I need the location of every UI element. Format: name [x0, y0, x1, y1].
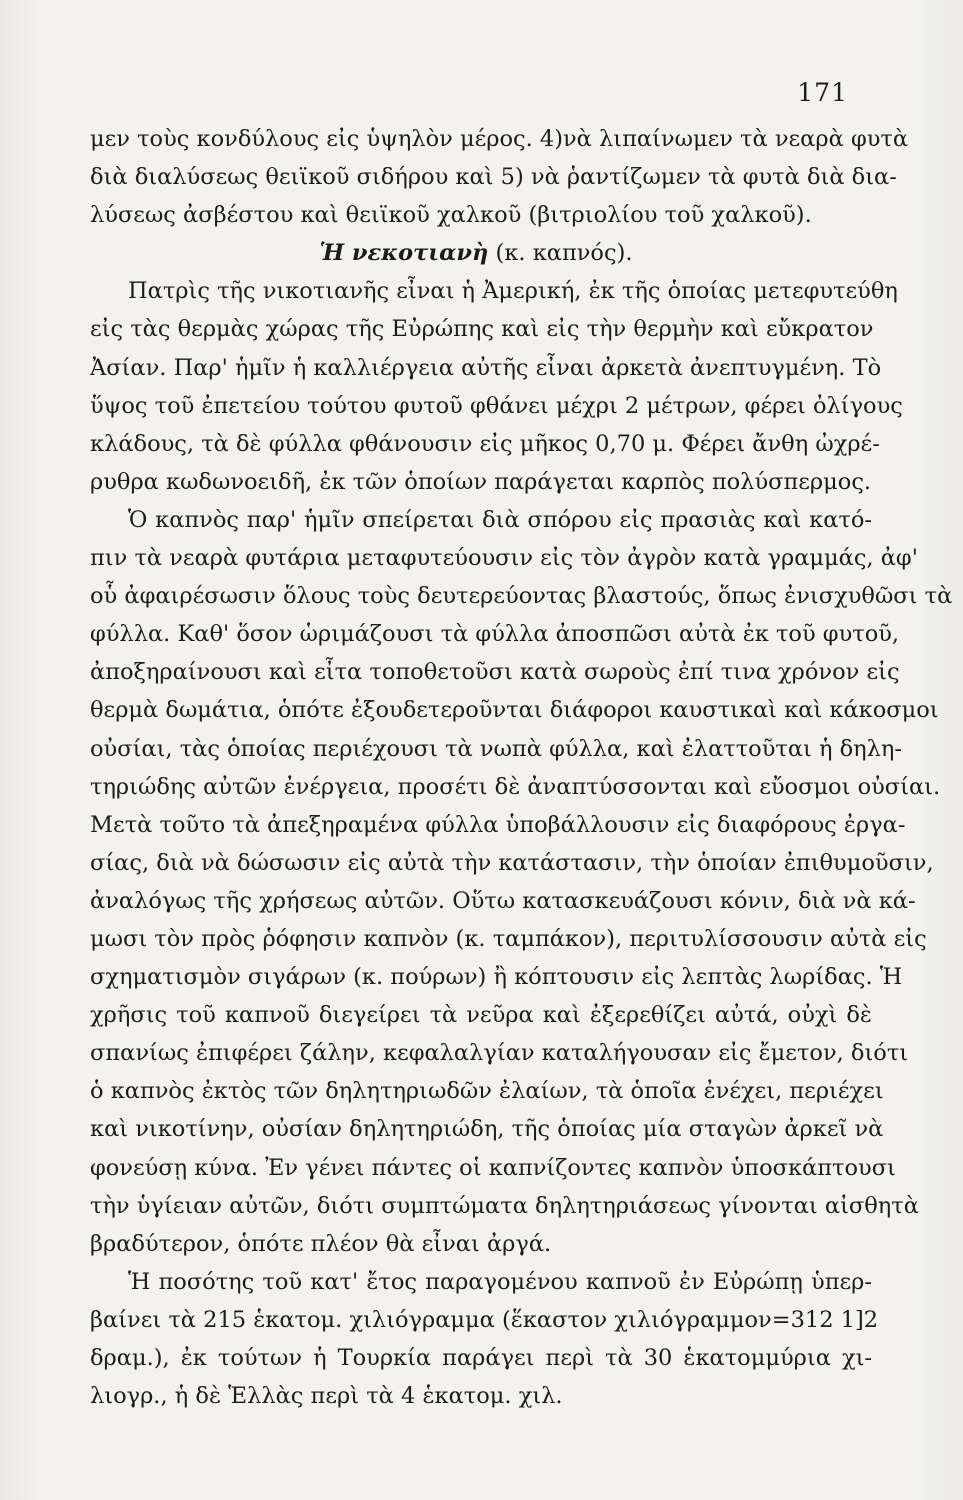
text-line: ὕψος τοῦ ἐπετείου τούτου φυτοῦ φθάνει μέχρι 2 μέτρων, φέρει ὀλίγους: [90, 392, 903, 419]
text-line: ὁ καπνὸς ἐκτὸς τῶν δηλητηριωδῶν ἐλαίων, τὰ ὁποῖα ἐνέχει, περιέχει: [90, 1078, 884, 1105]
text-line: οὗ ἀφαιρέσωσιν ὅλους τοὺς δευτερεύοντας βλαστούς, ὅπως ἐνισχυθῶσι τὰ: [90, 583, 953, 610]
section-heading-subtitle: (κ. καπνός).: [488, 240, 633, 267]
text-line: Ἀσίαν. Παρ' ἡμῖν ἡ καλλιέργεια αὐτῆς εἶναι ἀρκετὰ ἀνεπτυγμένη. Τὸ: [90, 354, 882, 381]
text-line: διὰ διαλύσεως θειϊκοῦ σιδήρου καὶ 5) νὰ ῥαντίζωμεν τὰ φυτὰ διὰ δια-: [90, 164, 897, 191]
text-line: σχηματισμὸν σιγάρων (κ. πούρων) ἢ κόπτουσιν εἰς λεπτὰς λωρίδας. Ἡ: [90, 964, 903, 991]
text-line: μωσι τὸν πρὸς ῥόφησιν καπνὸν (κ. ταμπάκον), περιτυλίσσουσιν αὐτὰ εἰς: [90, 925, 927, 952]
text-line: Ὁ καπνὸς παρ' ἡμῖν σπείρεται διὰ σπόρου εἰς πρασιὰς καὶ κατό-: [128, 506, 872, 533]
text-line: δραμ.), ἐκ τούτων ἡ Τουρκία παράγει περὶ τὰ 30 ἑκατομμύρια χι-: [90, 1345, 872, 1371]
text-line: οὐσίαι, τὰς ὁποίας περιέχουσι τὰ νωπὰ φύλλα, καὶ ἐλαττοῦται ἡ δηλη-: [90, 735, 903, 762]
text-line: σίας, διὰ νὰ δώσωσιν εἰς αὐτὰ τὴν κατάστασιν, τὴν ὁποίαν ἐπιθυμοῦσιν,: [90, 849, 934, 876]
text-line: τὴν ὑγίειαν αὐτῶν, διότι συμπτώματα δηλητηριάσεως γίνονται αἰσθητὰ: [90, 1192, 919, 1219]
text-line: βραδύτερον, ὁπότε πλέον θὰ εἶναι ἀργά.: [90, 1230, 552, 1257]
text-line: χρῆσις τοῦ καπνοῦ διεγείρει τὰ νεῦρα καὶ ἐξερεθίζει αὐτά, οὐχὶ δὲ: [90, 1002, 872, 1029]
text-line: πιν τὰ νεαρὰ φυτάρια μεταφυτεύουσιν εἰς τὸν ἀγρὸν κατὰ γραμμάς, ἀφ': [90, 545, 918, 572]
text-line: θερμὰ δωμάτια, ὁπότε ἐξουδετεροῦνται διάφοροι καυστικαὶ καὶ κάκοσμοι: [90, 697, 939, 724]
text-line: μεν τοὺς κονδύλους εἰς ὑψηλὸν μέρος. 4)νὰ λιπαίνωμεν τὰ νεαρὰ φυτὰ: [90, 126, 909, 152]
text-line: τηριώδης αὐτῶν ἐνέργεια, προσέτι δὲ ἀναπτύσσονται καὶ εὔοσμοι οὐσίαι.: [90, 773, 941, 800]
section-heading-title: Ἡ νεκοτιανὴ: [319, 240, 489, 267]
text-line: ἀποξηραίνουσι καὶ εἶτα τοποθετοῦσι κατὰ σωροὺς ἐπί τινα χρόνον εἰς: [90, 659, 900, 686]
text-line: βαίνει τὰ 215 ἑκατομ. χιλιόγραμμα (ἕκαστον χιλιόγραμμον=312 1]2: [90, 1306, 879, 1333]
text-line: Πατρὶς τῆς νικοτιανῆς εἶναι ἡ Ἀμερική, ἐκ τῆς ὁποίας μετεφυτεύθη: [128, 278, 898, 305]
body-text: [90, 120, 953, 1415]
text-line: λιογρ., ἡ δὲ Ἑλλὰς περὶ τὰ 4 ἑκατομ. χιλ.: [90, 1383, 563, 1410]
text-line: φύλλα. Καθ' ὅσον ὡριμάζουσι τὰ φύλλα ἀποσπῶσι αὐτὰ ἐκ τοῦ φυτοῦ,: [90, 621, 900, 648]
text-line: ἀναλόγως τῆς χρήσεως αὐτῶν. Οὕτω κατασκευάζουσι κόνιν, διὰ νὰ κά-: [90, 887, 916, 914]
text-line: καὶ νικοτίνην, οὐσίαν δηλητηριώδη, τῆς ὁποίας μία σταγὼν ἀρκεῖ νὰ: [90, 1116, 884, 1143]
text-line: κλάδους, τὰ δὲ φύλλα φθάνουσιν εἰς μῆκος 0,70 μ. Φέρει ἄνθη ὠχρέ-: [90, 430, 880, 457]
text-line: λύσεως ἀσβέστου καὶ θειϊκοῦ χαλκοῦ (βιτριολίου τοῦ χαλκοῦ).: [90, 202, 812, 229]
text-line: φονεύσῃ κύνα. Ἐν γένει πάντες οἱ καπνίζοντες καπνὸν ὑποσκάπτουσι: [90, 1154, 896, 1181]
text-line: εἰς τὰς θερμὰς χώρας τῆς Εὐρώπης καὶ εἰς τὴν θερμὴν καὶ εὔκρατον: [90, 316, 874, 343]
section-heading: [90, 234, 872, 272]
text-line: σπανίως ἐπιφέρει ζάλην, κεφαλαλγίαν καταλήγουσαν εἰς ἔμετον, διότι: [90, 1040, 909, 1067]
text-line: ρυθρα κωδωνοειδῆ, ἐκ τῶν ὁποίων παράγεται καρπὸς πολύσπερμος.: [90, 468, 872, 495]
text-line: Μετὰ τοῦτο τὰ ἀπεξηραμένα φύλλα ὑποβάλλουσιν εἰς διαφόρους ἐργα-: [90, 811, 906, 838]
text-line: Ἡ ποσότης τοῦ κατ' ἔτος παραγομένου καπνοῦ ἐν Εὐρώπῃ ὑπερ-: [128, 1268, 872, 1295]
page-number: 171: [797, 78, 848, 107]
